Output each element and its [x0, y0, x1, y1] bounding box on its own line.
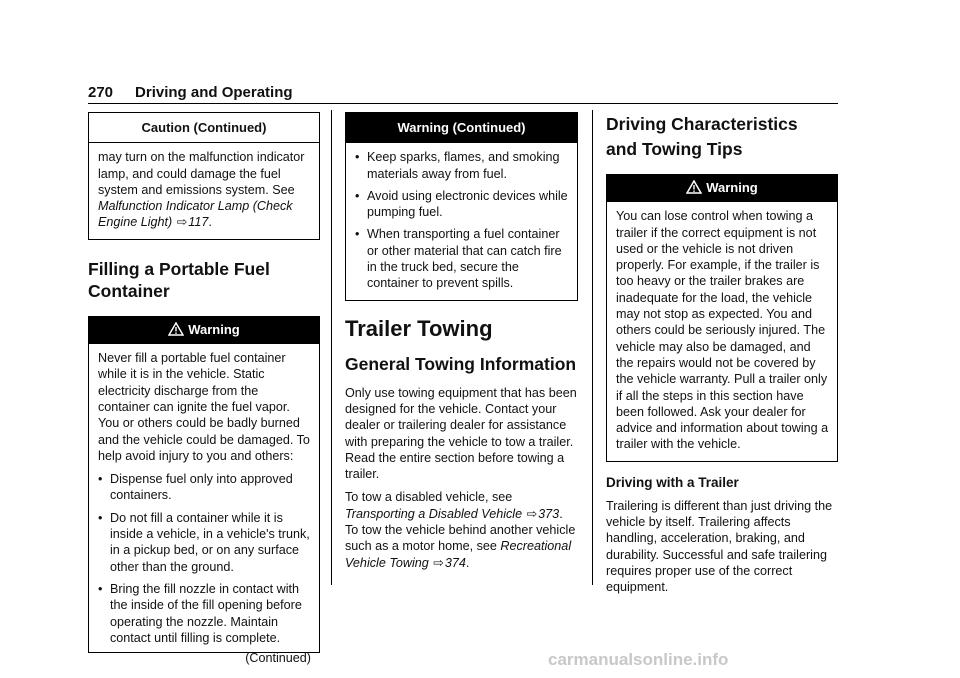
- bullet-item: • When transporting a fuel container or other material that can catch fire in the truck bed, secure the container to prevent spills.: [355, 226, 569, 291]
- column-3: [606, 112, 838, 603]
- caution-box: [88, 112, 320, 240]
- section-title: Driving and Operating: [135, 84, 293, 101]
- page-ref-arrow-icon: ⇨: [433, 555, 444, 570]
- warning-box: [606, 174, 838, 462]
- warning-title: Warning: [706, 180, 758, 195]
- warning-continued-title: Warning (Continued): [346, 113, 577, 143]
- bullet-item: • Bring the fill nozzle in contact with the inside of the fill opening before operating the nozzle. Maintain contact until filling is complete.: [98, 581, 311, 646]
- column-2: [345, 112, 578, 578]
- page-header: [88, 84, 293, 101]
- malfunction-lamp-link[interactable]: Malfunction Indicator Lamp (Check Engine Light): [98, 199, 293, 230]
- warning-box: [88, 316, 320, 666]
- towing-para-2: To tow a disabled vehicle, see Transporting a Disabled Vehicle ⇨373. To tow the vehicle behind another vehicle such as a motor home, see Recreational Vehicle Towing ⇨374.: [345, 490, 576, 570]
- warning-title: Warning: [188, 321, 240, 337]
- caution-title: Caution (Continued): [89, 113, 319, 143]
- driving-characteristics-heading: Driving Characteristics and Towing Tips: [606, 114, 798, 159]
- page-ref[interactable]: 373: [538, 506, 560, 521]
- bullet-item: • Dispense fuel only into approved containers.: [98, 471, 311, 504]
- column-divider-1: [331, 110, 332, 585]
- warning-triangle-icon: [686, 180, 702, 194]
- continued-label: (Continued): [245, 651, 311, 666]
- warning-continued-box: [345, 112, 578, 301]
- warning-title-bar: [89, 317, 319, 344]
- transporting-link[interactable]: Transporting a Disabled Vehicle: [345, 506, 523, 521]
- watermark: carmanualsonline.info: [548, 650, 729, 669]
- bullet-item: • Keep sparks, flames, and smoking materials away from fuel.: [355, 149, 569, 182]
- page-ref[interactable]: 117: [188, 215, 209, 230]
- page-ref-arrow-icon: ⇨: [526, 506, 538, 521]
- warning-text: You can lose control when towing a trailer if the correct equipment is not used or the vehicle is not driven properly. For example, if the trailer is too heavy or the trailer brakes are inadequate for the load, the vehicle may not stop as expected. You and others could be seriously injured. The vehicle may also be damaged, and the repairs would not be covered by the vehicle warranty. Pull a trailer only if all the steps in this section have been followed. Ask your dealer for advice and information about towing a trailer with the vehicle.: [616, 209, 829, 452]
- page-ref[interactable]: 374: [444, 555, 466, 570]
- warning-intro: Never fill a portable fuel container while it is in the vehicle. Static electricity discharge from the container can ignite the fuel vapor. You or others could be badly burned and the vehicle could be damaged. To help avoid injury to you and others:: [98, 351, 310, 463]
- rv-towing-link[interactable]: Recreational Vehicle Towing: [345, 539, 572, 570]
- bullet-item: • Avoid using electronic devices while pumping fuel.: [355, 188, 569, 221]
- filling-heading: Filling a Portable Fuel Container: [88, 258, 270, 301]
- column-1: [88, 112, 320, 666]
- towing-para-1: Only use towing equipment that has been designed for the vehicle. Contact your dealer or trailering dealer for assistance with preparing the vehicle to tow a trailer. Read the entire section before towing a trailer.: [345, 385, 577, 482]
- bullet-item: • Do not fill a container while it is inside a vehicle, in a vehicle's trunk, in a pickup bed, or on any surface other than the ground.: [98, 510, 311, 575]
- general-towing-heading: General Towing Information: [345, 353, 577, 374]
- column-divider-2: [592, 110, 593, 585]
- caution-text: may turn on the malfunction indicator lamp, and could damage the fuel system and emissions system. See Malfunction Indicator Lamp (Check Engine Light) ⇨117.: [98, 150, 305, 230]
- driving-with-trailer-heading: Driving with a Trailer: [606, 474, 739, 490]
- warning-title-bar: [607, 175, 837, 202]
- page-number: 270: [88, 84, 114, 101]
- header-rule: [88, 103, 838, 104]
- warning-triangle-icon: [168, 322, 184, 336]
- page-ref-arrow-icon: ⇨: [176, 215, 188, 230]
- trailer-towing-heading: Trailer Towing: [345, 315, 493, 341]
- trailering-para: Trailering is different than just driving the vehicle by itself. Trailering affects handling, acceleration, braking, and durability. Successful and safe trailering requires proper use of the correct equipment.: [606, 498, 833, 595]
